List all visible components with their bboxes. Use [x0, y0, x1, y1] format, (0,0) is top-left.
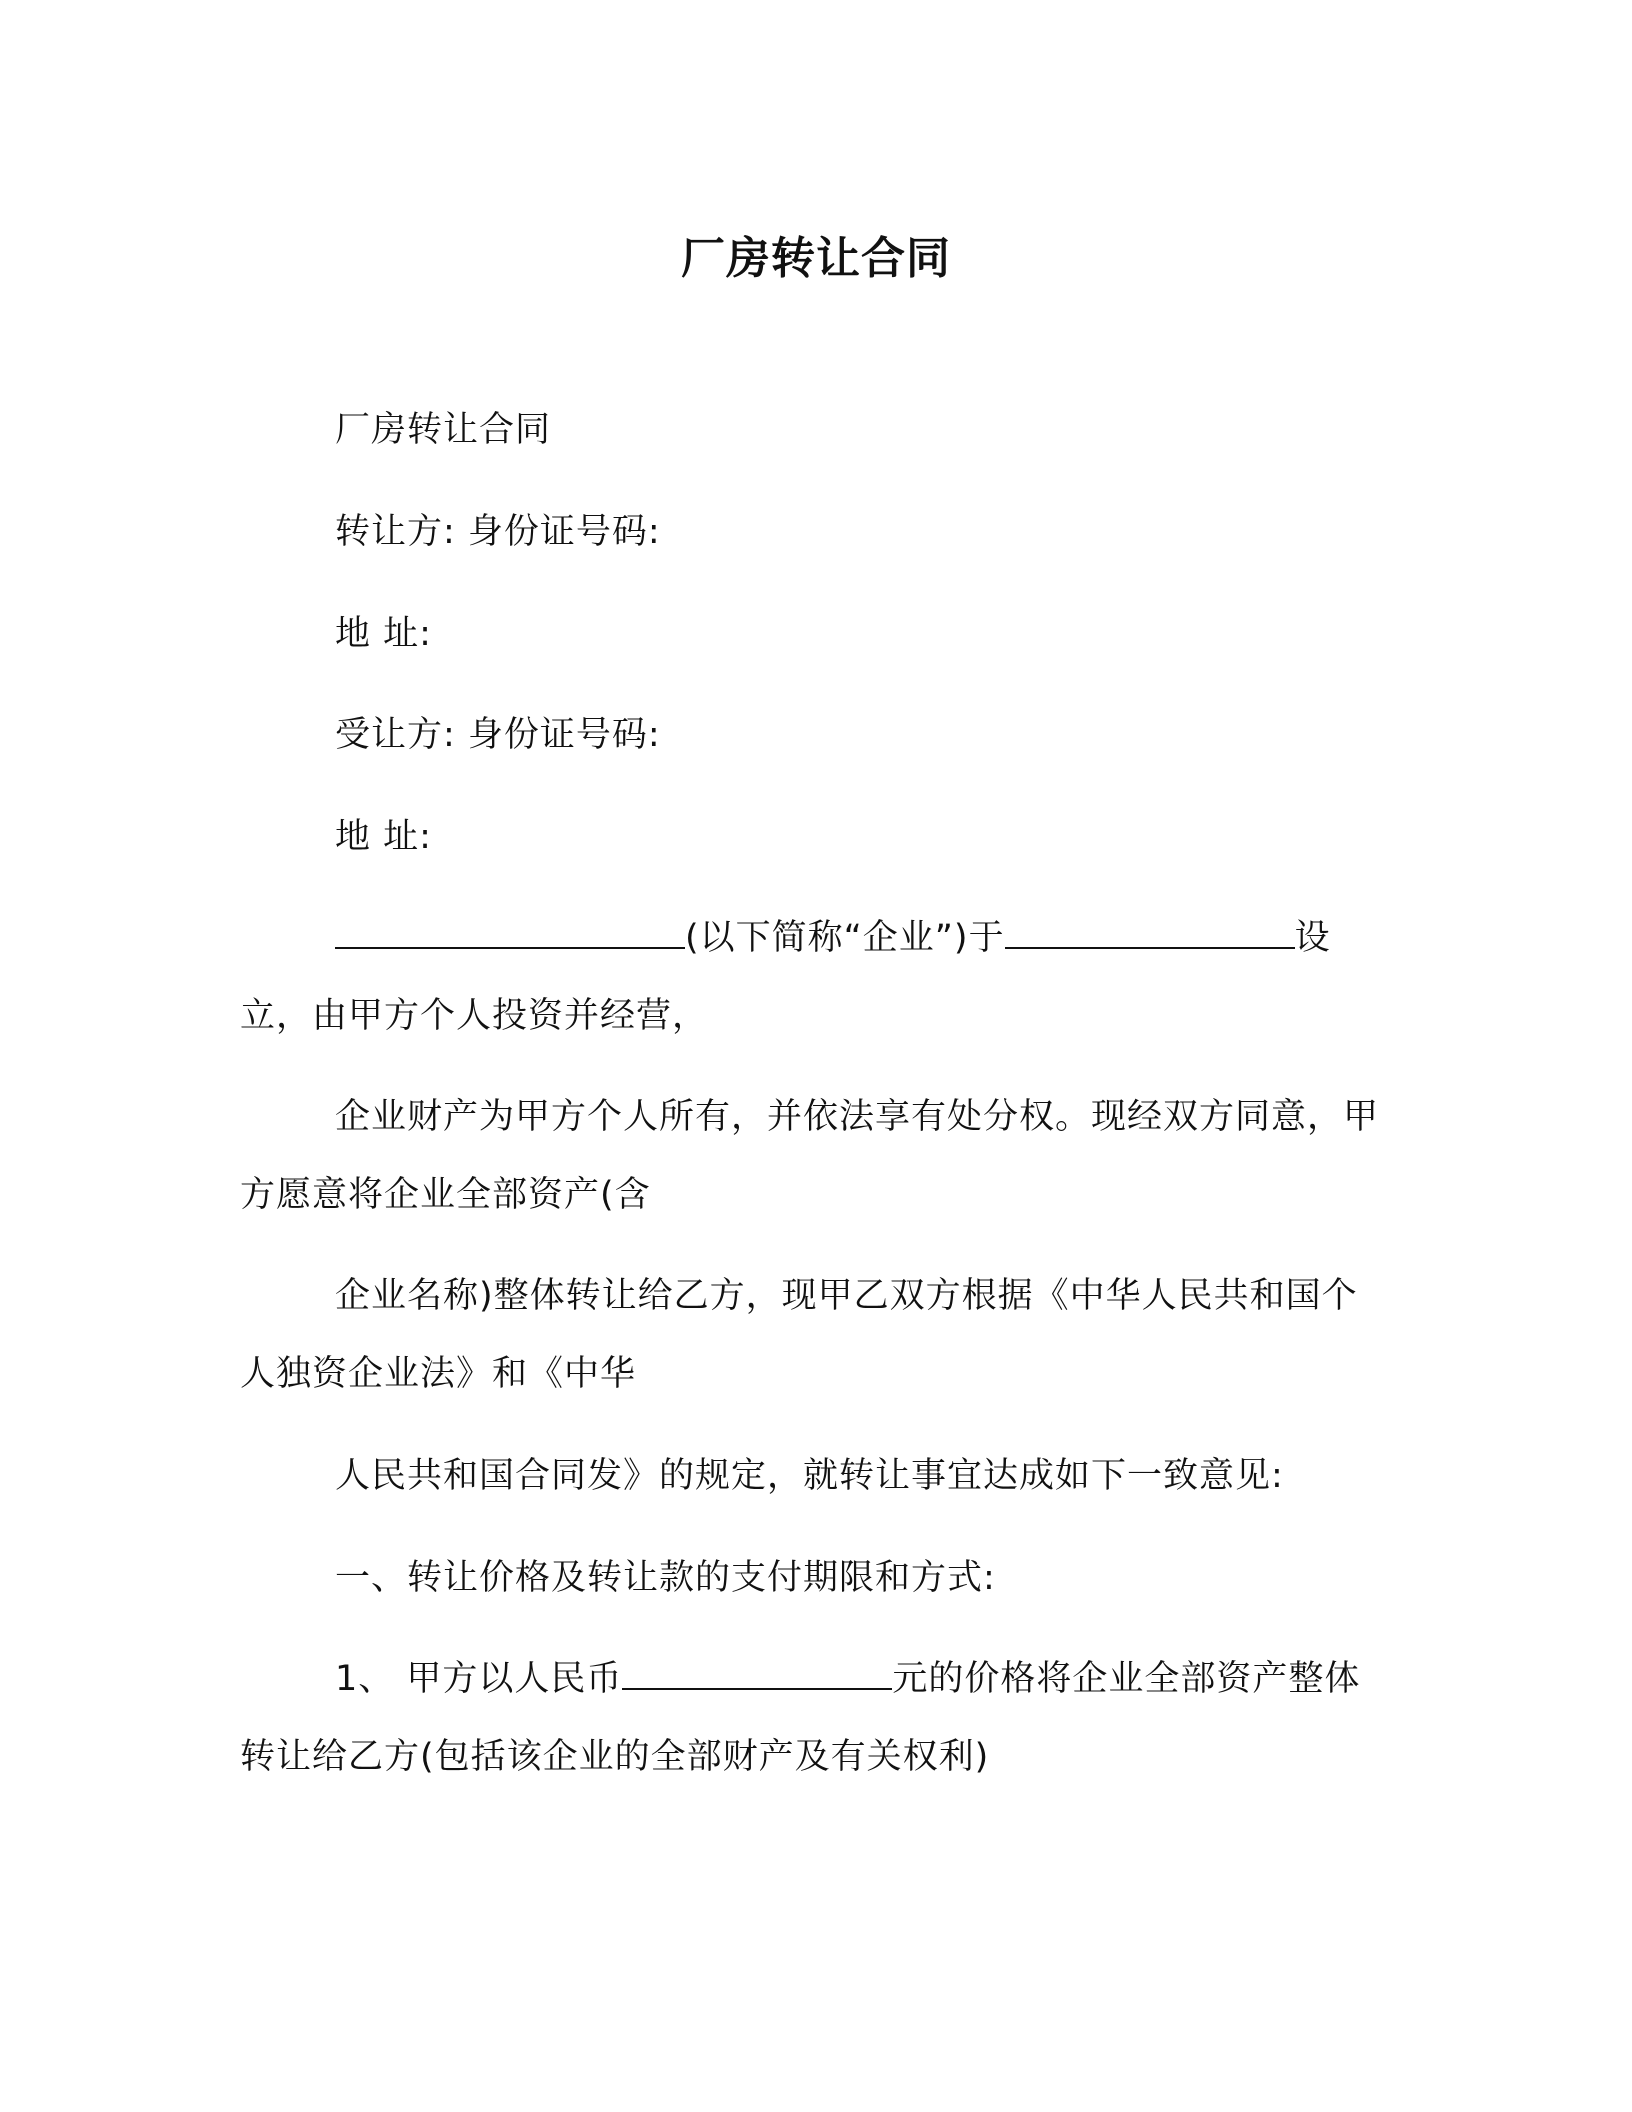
transferor-line: 转让方: 身份证号码: [335, 512, 661, 552]
section1-heading: 一、转让价格及转让款的支付期限和方式: [335, 1558, 996, 1598]
rules-paragraph: 人民共和国合同发》的规定，就转让事宜达成如下一致意见: [335, 1456, 1284, 1496]
enterprise-name-blank [335, 913, 685, 949]
enterprise-paragraph [240, 899, 1380, 1055]
establish-date-blank [1005, 913, 1295, 949]
transferor-address: 地 址: [335, 614, 432, 654]
document-title: 厂房转让合同 [681, 233, 951, 284]
law-paragraph: 企业名称)整体转让给乙方，现甲乙双方根据《中华人民共和国个人独资企业法》和《中华 [240, 1276, 1358, 1394]
property-paragraph: 企业财产为甲方个人所有，并依法享有处分权。现经双方同意，甲方愿意将企业全部资产(含 [240, 1097, 1380, 1215]
transferee-line: 受让方: 身份证号码: [335, 715, 661, 755]
clause1-paragraph [240, 1640, 1380, 1796]
clause1-text-part2: 元的价格将企业全部资产整体转让给乙方(包括该企业的全部财产及有关权利) [240, 1659, 1361, 1777]
contract-subtitle: 厂房转让合同 [335, 410, 552, 450]
enterprise-text-part2: 设立，由甲方个人投资并经营， [240, 918, 1331, 1036]
price-blank [622, 1654, 892, 1690]
transferee-address: 地 址: [335, 817, 432, 857]
clause1-text-part1: 1、 甲方以人民币 [335, 1659, 623, 1699]
enterprise-text-part1: (以下简称“企业”)于 [685, 918, 1005, 958]
